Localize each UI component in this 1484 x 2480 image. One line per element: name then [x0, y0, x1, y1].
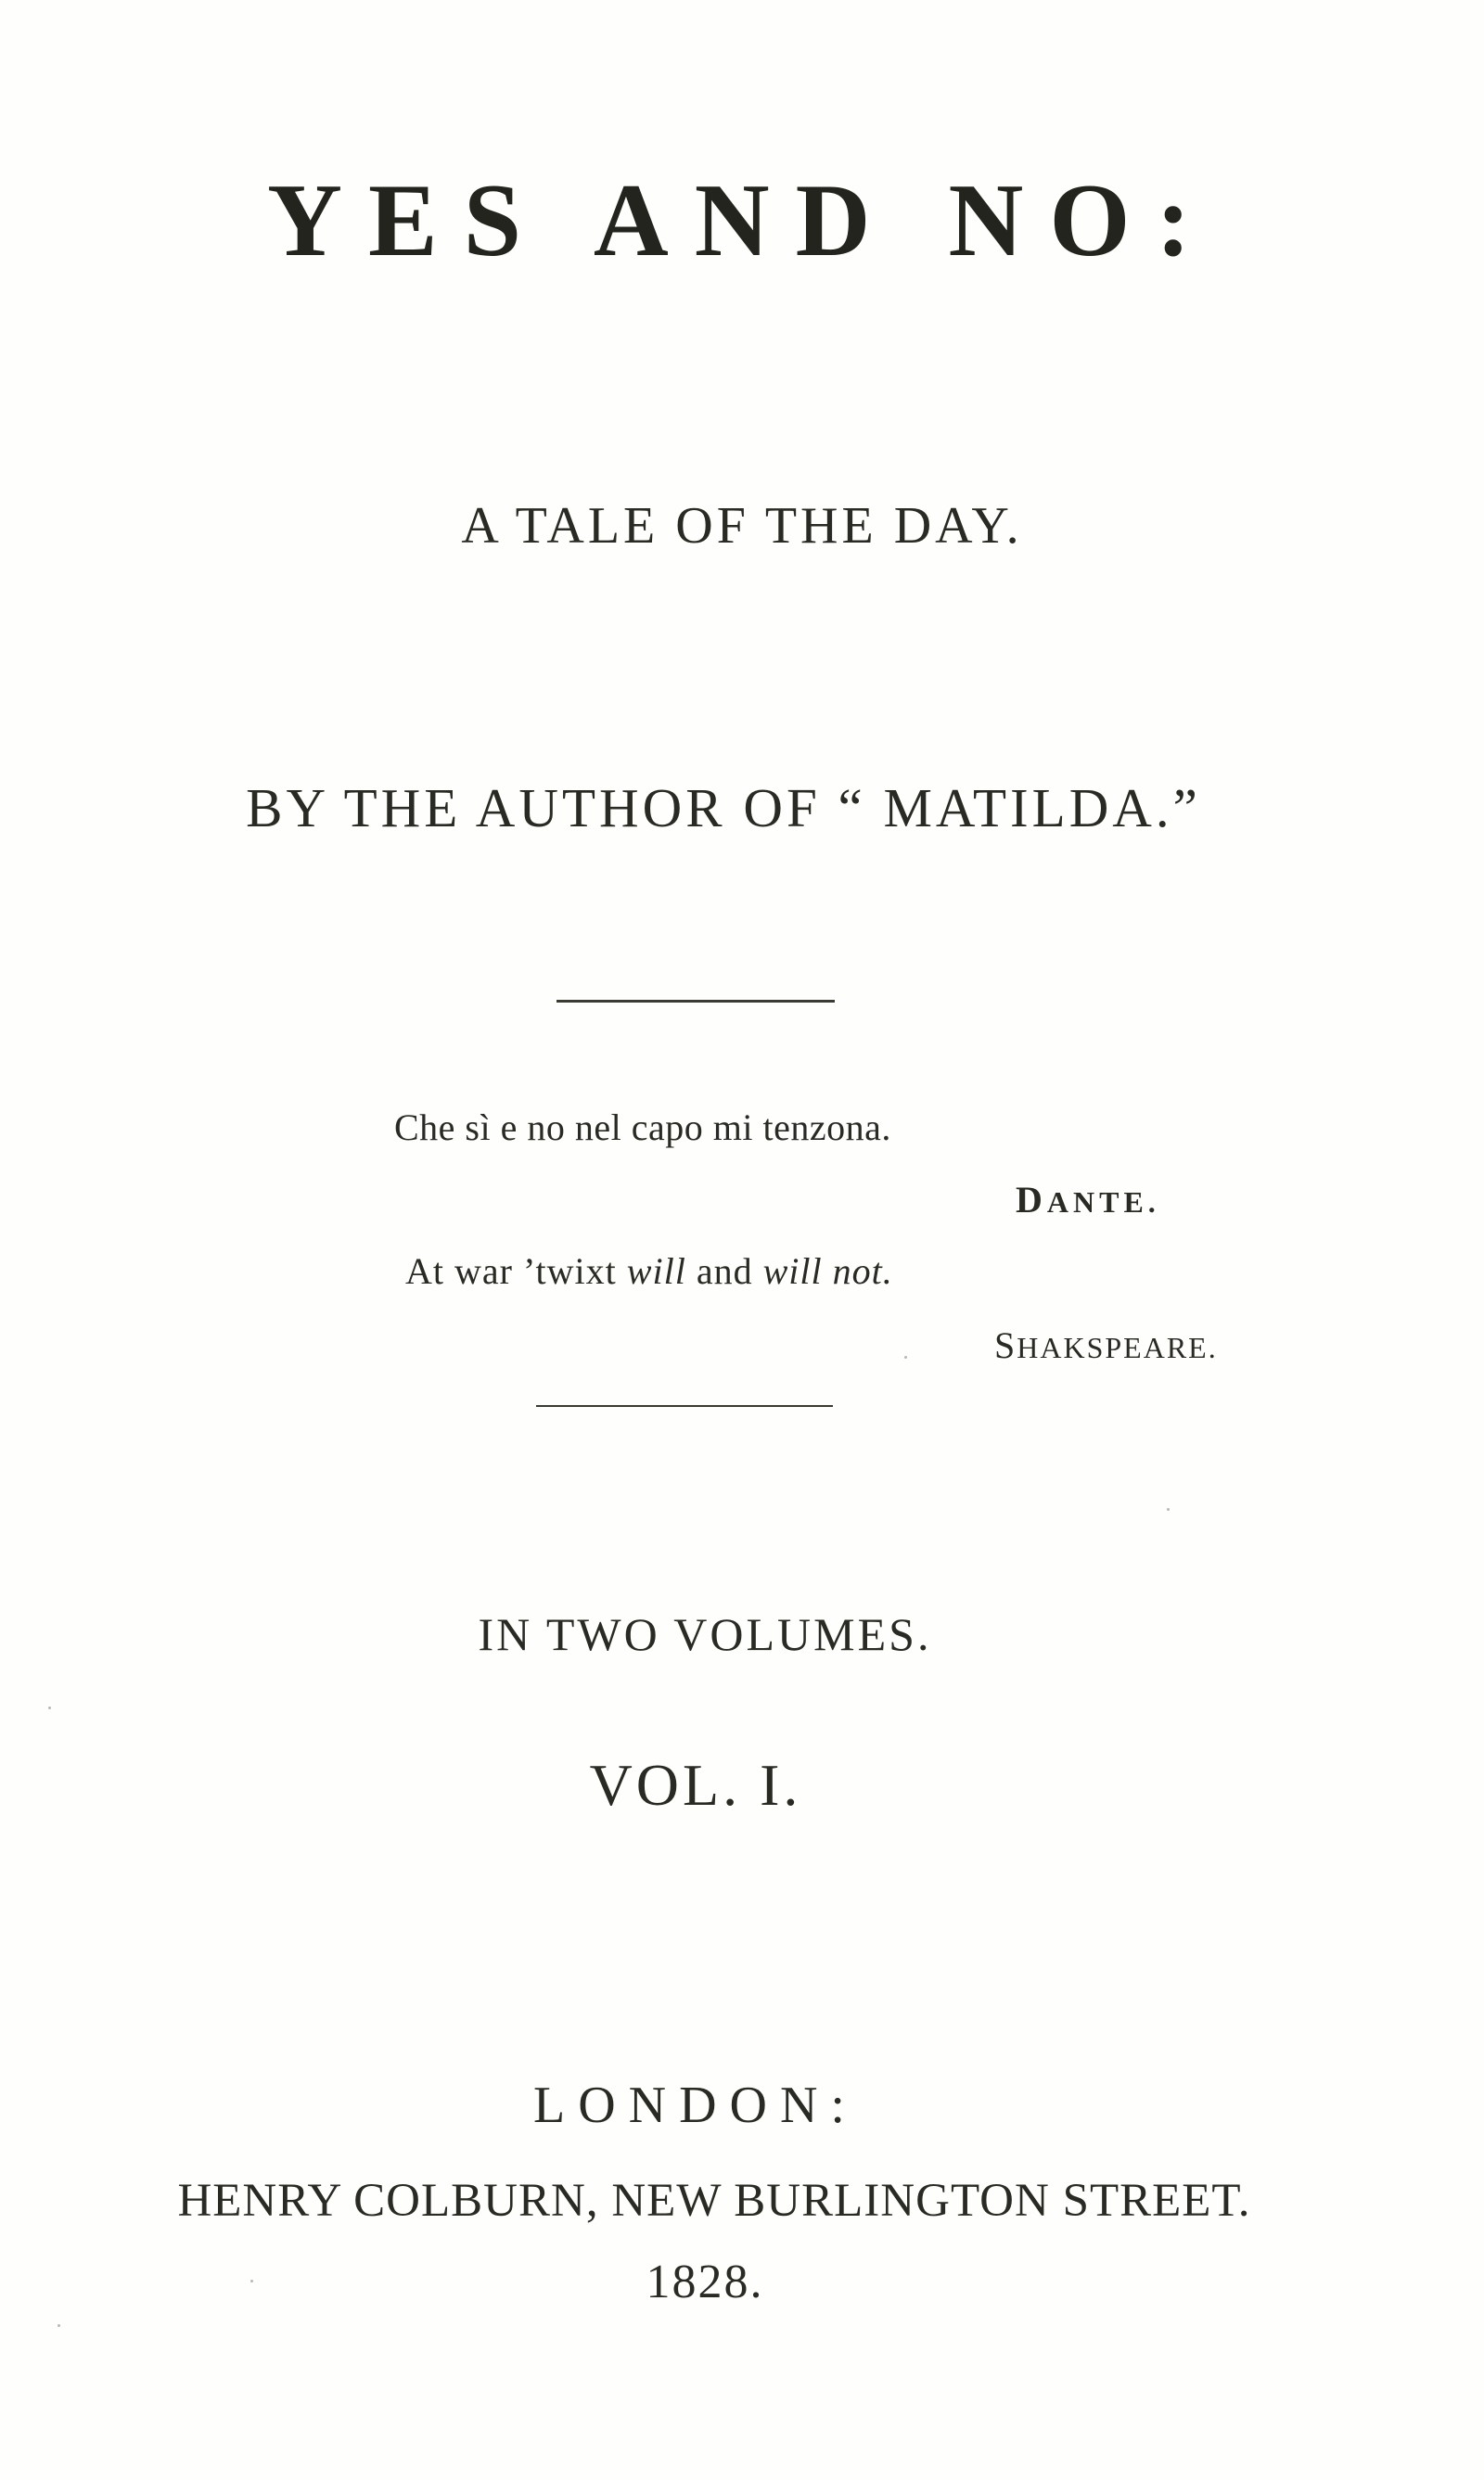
- quote-emphasis-will: will: [626, 1250, 686, 1292]
- paper-speck: [250, 2280, 253, 2282]
- author-line: BY THE AUTHOR OF “ MATILDA.”: [246, 777, 1201, 838]
- book-subtitle: A TALE OF THE DAY.: [461, 497, 1023, 555]
- imprint-year: 1828.: [646, 2256, 764, 2308]
- paper-speck: [1167, 1508, 1170, 1511]
- paper-speck: [58, 2324, 60, 2327]
- book-title: YES AND NO:: [267, 163, 1217, 278]
- volume-number: VOL. I.: [589, 1752, 802, 1818]
- epigraph-quote-dante: Che sì e no nel capo mi tenzona.: [394, 1106, 891, 1148]
- paper-speck: [904, 1356, 907, 1359]
- epigraph-attribution-shakspeare: [994, 1322, 1218, 1372]
- imprint-place: LONDON:: [533, 2077, 858, 2134]
- attribution-rest: HAKSPEARE.: [1017, 1331, 1218, 1364]
- attribution-rest: ANTE.: [1046, 1185, 1160, 1219]
- attribution-initial: D: [1016, 1179, 1047, 1221]
- top-rule-divider: [556, 1000, 835, 1003]
- volume-count: IN TWO VOLUMES.: [478, 1608, 932, 1660]
- quote-emphasis-will-not: will not.: [762, 1250, 893, 1292]
- imprint-publisher: HENRY COLBURN, NEW BURLINGTON STREET.: [177, 2175, 1251, 2227]
- bottom-rule-divider: [536, 1405, 833, 1407]
- epigraph-quote-shakspeare: [405, 1247, 893, 1296]
- quote-text-mid: and: [685, 1250, 763, 1292]
- attribution-initial: S: [994, 1324, 1017, 1366]
- paper-speck: [48, 1707, 51, 1709]
- quote-text-before: At war ’twixt: [405, 1250, 627, 1292]
- epigraph-attribution-dante: [1016, 1176, 1160, 1226]
